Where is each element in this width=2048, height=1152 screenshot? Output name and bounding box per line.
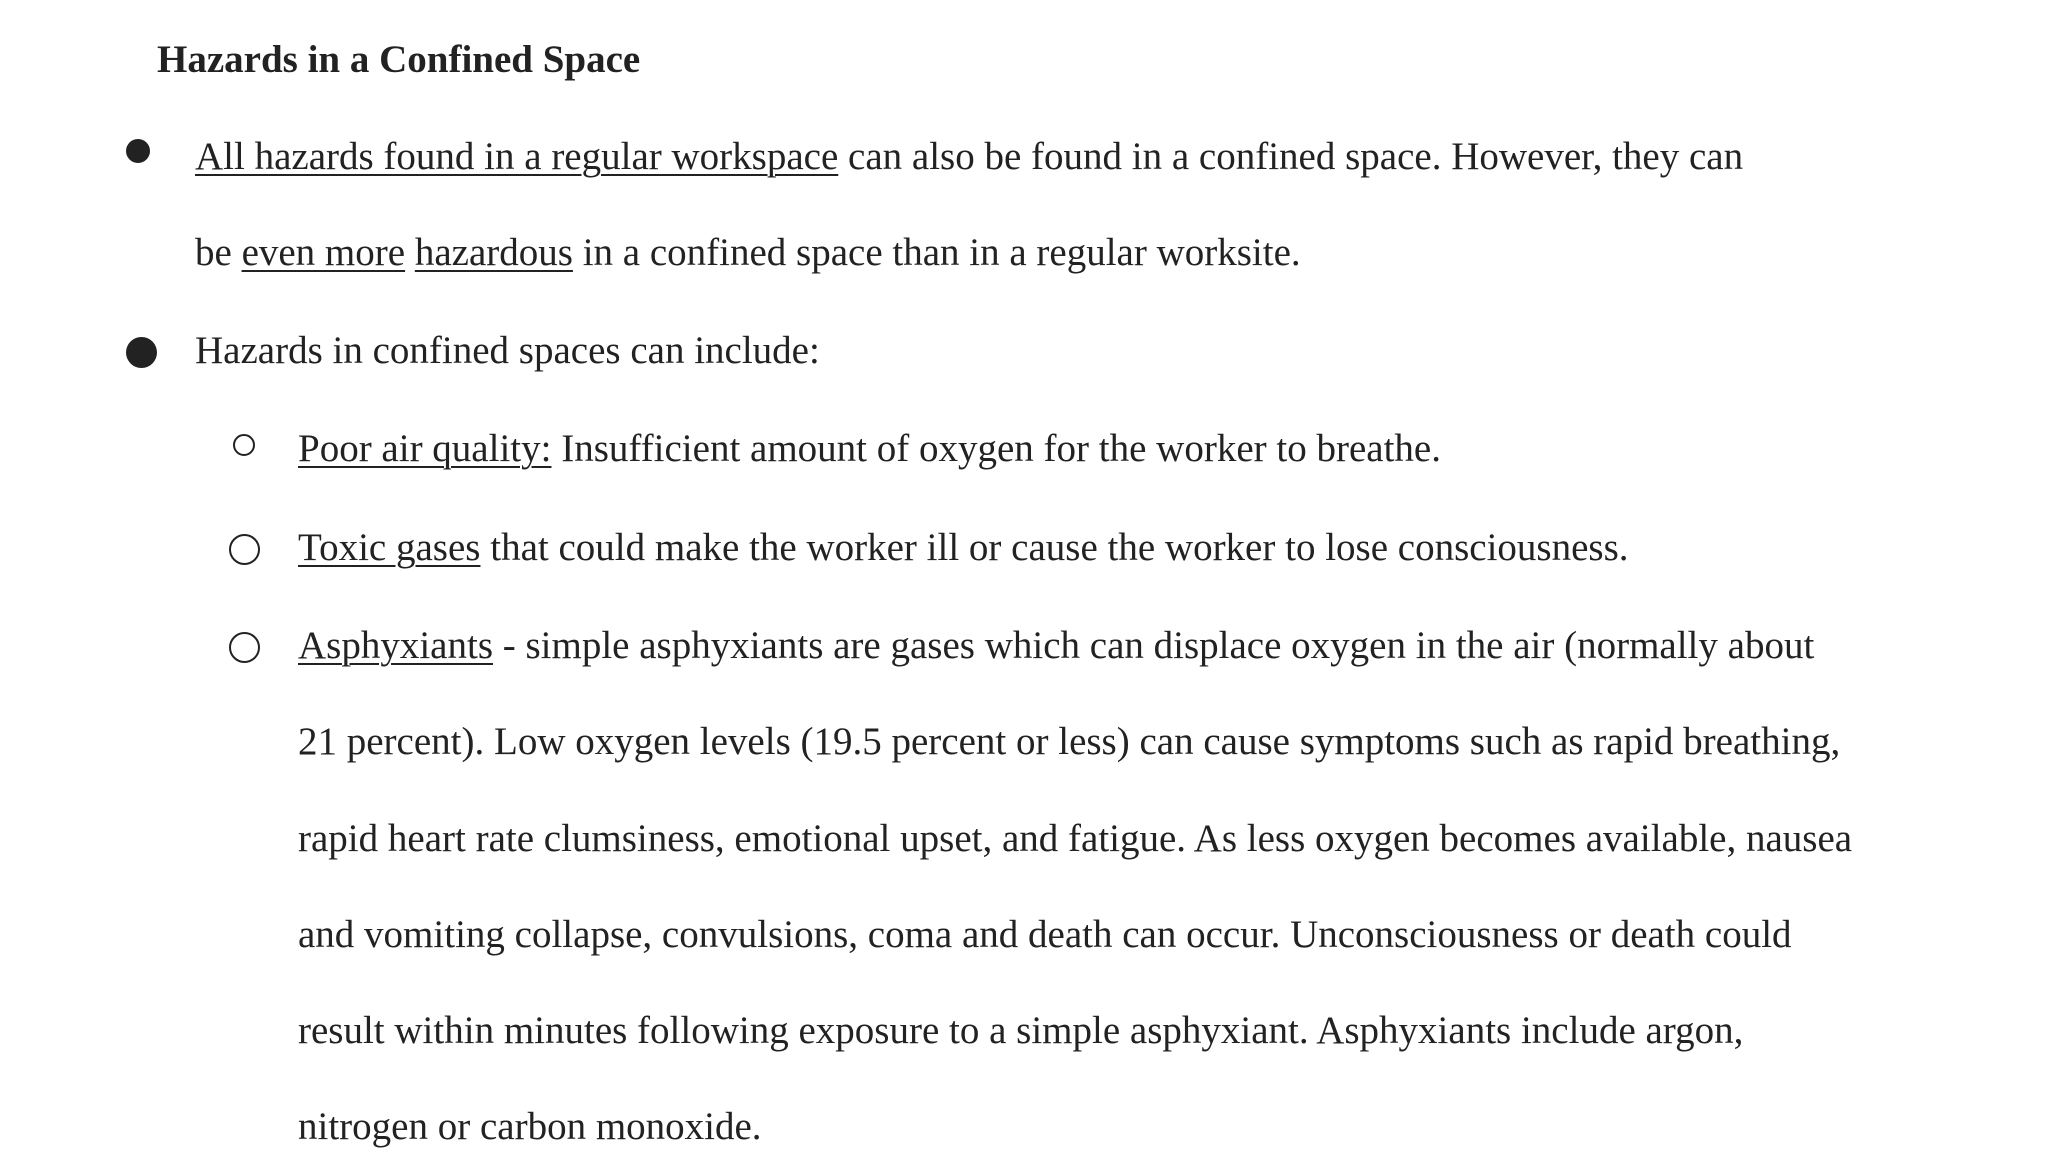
bullet-1-line-2-rest: in a confined space than in a regular worksite. (572, 231, 1301, 274)
sub-bullet-circle-icon (233, 434, 255, 456)
sub-bullet-3-line-5: result within minutes following exposure to a simple asphyxiant. Asphyxiants include argon, (298, 1009, 1744, 1052)
bullet-point-icon (126, 337, 157, 368)
even-more-link: even more (241, 231, 406, 274)
asphyxiants-link: Asphyxiants (298, 624, 493, 667)
bullet-2-text: Hazards in confined spaces can include: (195, 329, 820, 372)
sub-bullet-3-line-6: nitrogen or carbon monoxide. (298, 1105, 762, 1148)
sub-bullet-circle-icon (229, 534, 260, 565)
hazardous-link: hazardous (414, 231, 573, 274)
sub-bullet-2-line-1 (298, 522, 1629, 574)
sub-bullet-3-line-2: 21 percent). Low oxygen levels (19.5 percent or less) can cause symptoms such as rapid breathing, (298, 720, 1841, 763)
bullet-1-line-2 (195, 227, 1301, 279)
bullet-1-link: All hazards found in a regular workspace (195, 135, 839, 178)
poor-air-quality-link: Poor air quality: (298, 427, 552, 470)
bullet-point-icon (126, 139, 150, 163)
sub-bullet-1-text: Insufficient amount of oxygen for the worker to breathe. (551, 427, 1441, 470)
sub-bullet-circle-icon (229, 632, 260, 663)
sub-bullet-3-line-1 (298, 620, 1814, 672)
bullet-1-line-2-sep (405, 231, 415, 274)
sub-bullet-3-text: - simple asphyxiants are gases which can displace oxygen in the air (normally about (493, 624, 1815, 667)
sub-bullet-1-line-1 (298, 423, 1441, 475)
bullet-1-line-2-pre: be (195, 231, 242, 274)
sub-bullet-2-text: that could make the worker ill or cause the worker to lose consciousness. (480, 526, 1629, 569)
bullet-1-text: can also be found in a confined space. However, they can (838, 135, 1744, 178)
page-title: Hazards in a Confined Space (157, 38, 641, 81)
sub-bullet-3-line-3: rapid heart rate clumsiness, emotional upset, and fatigue. As less oxygen becomes available, nausea (298, 817, 1853, 860)
toxic-gases-link: Toxic gases (298, 526, 481, 569)
bullet-1-line-1 (195, 131, 1743, 183)
bullet-2-line-1 (195, 325, 820, 377)
sub-bullet-3-line-4: and vomiting collapse, convulsions, coma and death can occur. Unconsciousness or death could (298, 913, 1792, 956)
